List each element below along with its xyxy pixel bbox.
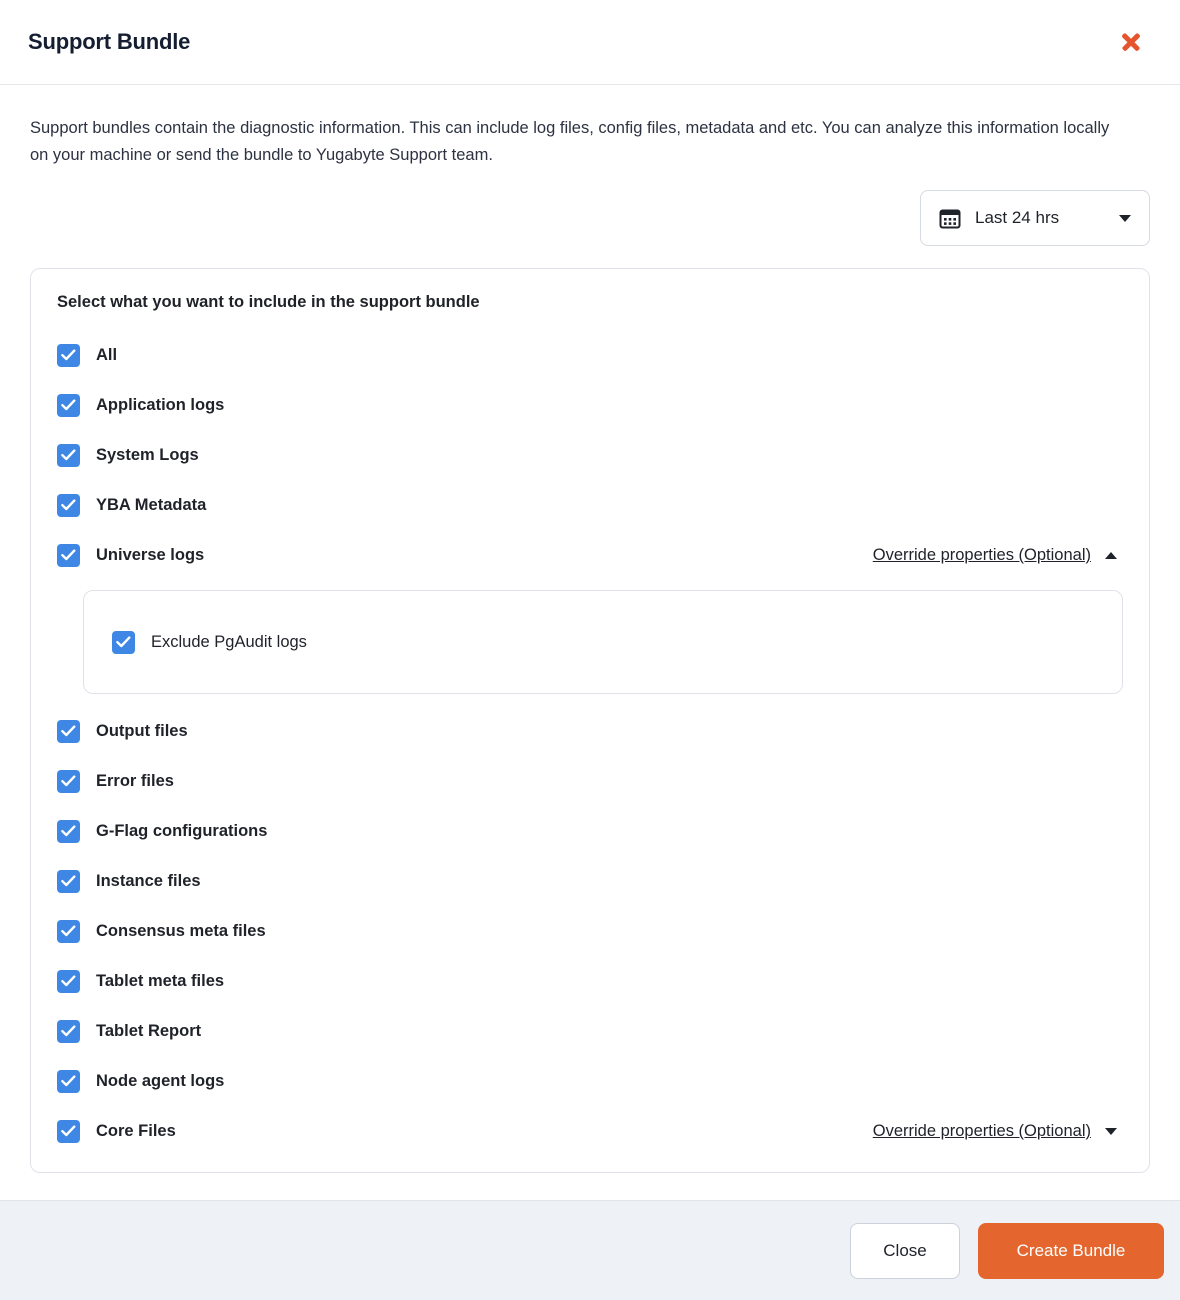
modal-body	[0, 85, 1180, 1200]
close-icon[interactable]	[1118, 29, 1144, 55]
check-icon[interactable]	[57, 970, 80, 993]
check-icon[interactable]	[57, 494, 80, 517]
chevron-down-icon	[1105, 1128, 1117, 1135]
checkbox-label: Universe logs	[96, 545, 205, 564]
checkbox-row-yba-metadata[interactable]	[57, 480, 1123, 530]
checkbox-label: Tablet Report	[96, 1021, 202, 1040]
checkbox-label: System Logs	[96, 445, 199, 464]
checkbox-row-error-files[interactable]	[57, 756, 1123, 806]
check-icon[interactable]	[57, 720, 80, 743]
check-icon[interactable]	[57, 870, 80, 893]
checkbox-row-system-logs[interactable]	[57, 430, 1123, 480]
chevron-down-icon	[1119, 215, 1131, 222]
checkbox-row-output-files[interactable]	[57, 706, 1123, 756]
check-icon[interactable]	[57, 344, 80, 367]
calendar-icon	[939, 207, 961, 229]
checkbox-row-gflag-configurations[interactable]	[57, 806, 1123, 856]
check-icon[interactable]	[112, 631, 135, 654]
checkbox-row-tablet-report[interactable]	[57, 1006, 1123, 1056]
check-icon[interactable]	[57, 544, 80, 567]
check-icon[interactable]	[57, 1020, 80, 1043]
description-text: Support bundles contain the diagnostic information. This can include log files, config files, metadata and etc. You can analyze this information locally on your machine or send the bundle to Yugabyte Support team.	[30, 119, 1110, 164]
include-options-panel	[30, 268, 1150, 1173]
override-properties-label: Override properties (Optional)	[872, 1121, 1091, 1140]
modal-footer	[0, 1200, 1180, 1300]
close-button[interactable]: Close	[850, 1223, 960, 1279]
page-title: Support Bundle	[28, 29, 191, 54]
modal-header	[0, 0, 1180, 85]
check-icon[interactable]	[57, 920, 80, 943]
chevron-up-icon	[1105, 552, 1117, 559]
checkbox-row-node-agent-logs[interactable]	[57, 1056, 1123, 1106]
override-properties-toggle-universe-logs[interactable]	[873, 546, 1117, 565]
checkbox-label: Instance files	[96, 871, 201, 890]
checkbox-label: All	[96, 345, 118, 364]
date-range-label: Last 24 hrs	[975, 208, 1060, 228]
checkbox-row-instance-files[interactable]	[57, 856, 1123, 906]
checkbox-row-universe-logs[interactable]	[57, 530, 1123, 580]
panel-title: Select what you want to include in the support bundle	[57, 293, 480, 312]
check-icon[interactable]	[57, 820, 80, 843]
check-icon[interactable]	[57, 1070, 80, 1093]
checkbox-label: Error files	[96, 771, 174, 790]
checkbox-label-exclude-pgaudit-logs: Exclude PgAudit logs	[151, 632, 307, 651]
checkbox-label: YBA Metadata	[96, 495, 207, 514]
checkbox-row-application-logs[interactable]	[57, 380, 1123, 430]
check-icon[interactable]	[57, 444, 80, 467]
override-properties-toggle-core-files[interactable]	[873, 1122, 1117, 1141]
checkbox-label: Application logs	[96, 395, 225, 414]
checkbox-label: Consensus meta files	[96, 921, 266, 940]
checkbox-row-tablet-meta-files[interactable]	[57, 956, 1123, 1006]
checkbox-row-core-files[interactable]	[57, 1106, 1123, 1156]
override-properties-label: Override properties (Optional)	[872, 545, 1091, 564]
check-icon[interactable]	[57, 770, 80, 793]
checkbox-label: G-Flag configurations	[96, 821, 268, 840]
daterange-row	[30, 190, 1150, 246]
checkbox-row-consensus-meta-files[interactable]	[57, 906, 1123, 956]
universe-logs-suboptions	[83, 590, 1123, 694]
checkbox-label: Output files	[96, 721, 188, 740]
checkbox-label: Node agent logs	[96, 1071, 225, 1090]
create-bundle-button[interactable]: Create Bundle	[978, 1223, 1164, 1279]
checkbox-label: Core Files	[96, 1121, 176, 1140]
checkbox-label: Tablet meta files	[96, 971, 225, 990]
date-range-selector[interactable]	[920, 190, 1150, 246]
check-icon[interactable]	[57, 394, 80, 417]
checkbox-row-all[interactable]	[57, 330, 1123, 380]
check-icon[interactable]	[57, 1120, 80, 1143]
